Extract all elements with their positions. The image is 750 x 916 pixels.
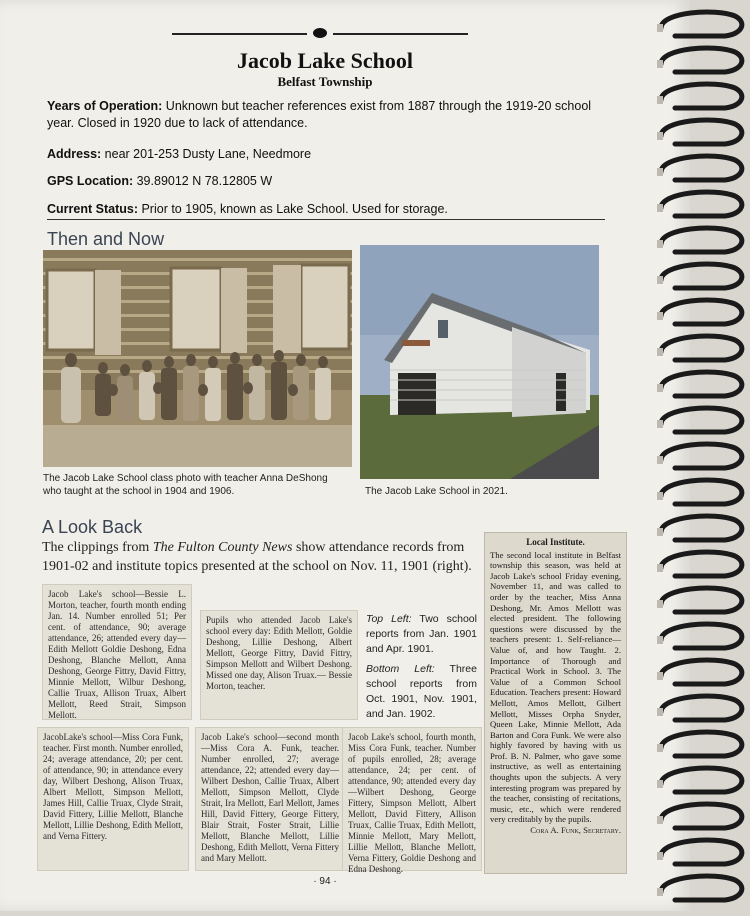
school-2021-photo (360, 245, 599, 479)
page-subtitle: Belfast Township (277, 74, 373, 89)
school-2021-caption: The Jacob Lake School in 2021. (365, 486, 508, 497)
binding-ring (657, 48, 742, 72)
binding-ring (657, 408, 742, 432)
binding-ring (657, 192, 742, 216)
binding-ring (657, 660, 742, 684)
years-of-operation (47, 98, 617, 132)
institute-body: The second local institute in Belfast township this season, was held at Jacob Lake's school Friday evening, November 11, and was called to order by the teacher, Miss Anna Deshong, Mr. Amos Mellott was elected president. The following questions were discussed by the teachers present: 1. Self-reliance—Value of, and how Taught. 2. Importance of Thorough and Practical Work in School. 3. The Value of a Common School Education. Teachers present: Howard Mellott, Amos Mellott, Gilbert Mellott, Misses Orpha Snyder, Queen Lake, Minnie Mellott, Ada Barton and Cora Funk. We were also highly favored by having with us Prof. B. N. Palmer, who gave some instructive, as well as entertaining thoughts upon the subjects. A very interesting program was prepared by the teacher, consisting of recitations, music, etc., which were rendered very creditably by the pupils. (490, 549, 621, 825)
institute-clipping (484, 532, 627, 874)
note-top-left (366, 612, 477, 657)
institute-title: Local Institute. (526, 537, 585, 547)
status-label: Current Status: (47, 202, 138, 216)
binding-ring (657, 336, 742, 360)
look-back-intro (42, 538, 474, 576)
note-bottom-left-text: Three school reports from Oct. 1901, Nov. 1901, and Jan. 1902. (366, 663, 477, 720)
clipping-jan-1901: Jacob Lake's school—Bessie L. Morton, teacher, fourth month ending Jan. 14. Number enrolled 51; Per cent. of attendance, 90; average attendance, 26; attended every day—Edith Mellott Goldie Deshong, Edna Deshong, Blanche Mellott, Anna Deshong, George Fittry, David Fittry, Minnie Mellott, Wilbur Deshong, Callie Truax, Allison Truax, Albert Mellott, Reed Strait, Simpson Mellott. (42, 584, 192, 720)
page-title: Jacob Lake School (236, 48, 414, 73)
note-top-left-label: Top Left: (366, 613, 412, 625)
institute-signature: Cora A. Funk, Secretary. (530, 825, 621, 836)
years-label: Years of Operation: (47, 99, 163, 113)
binding-ring (657, 624, 742, 648)
binding-ring (657, 768, 742, 792)
binding-ring (657, 588, 742, 612)
address-line (47, 146, 311, 163)
note-top-left-text: Two school reports from Jan. 1901 and Apr. 1901. (366, 613, 477, 655)
look-back-heading: A Look Back (42, 517, 143, 537)
gps-label: GPS Location: (47, 174, 134, 188)
binding-ring (657, 84, 742, 108)
gps-line (47, 173, 272, 190)
binding-ring (657, 264, 742, 288)
binding-ring (657, 120, 742, 144)
binding-ring (657, 516, 742, 540)
years-value: Unknown but teacher references exist from 1887 through the 1919-20 school year. Closed in 1920 due to lack of attendance. (47, 99, 592, 130)
binding-ring (657, 804, 742, 828)
clipping-apr-1901: Pupils who attended Jacob Lake's school every day: Edith Mellott, Goldie Deshong, Lillie Deshong, Albert Mellott, George Fittry, David Fittry, Simpson Mellott and Wilbert Deshong. Missed one day, Alison Truax.— Bessie Morton, teacher. (200, 610, 358, 720)
gps-value: 39.89012 N 78.12805 W (136, 174, 273, 188)
status-line (47, 201, 448, 218)
page-number: · 94 · (313, 876, 337, 887)
binding-ring (657, 480, 742, 504)
binding-ring (657, 372, 742, 396)
address-value: near 201-253 Dusty Lane, Needmore (104, 147, 312, 161)
intro-text-a: The clippings from (42, 540, 153, 555)
then-and-now-heading: Then and Now (47, 229, 165, 249)
note-bottom-left (366, 662, 477, 722)
class-photo (43, 250, 352, 467)
header-ornament-left (172, 33, 307, 35)
clipping-oct-1901: JacobLake's school—Miss Cora Funk, teacher. First month. Number enrolled, 24; average attendance, 20; per cent. of attendance, 90; in attendance every day, Wilbert Deshong, Alison Truax, Albert Mellott, Simpson Mellott, James Hill, Callie Truax, Clyde Strait, David Fittery, Lillie Mellott, Blanche Mellott, Lillie Deshong, Edith Mellott, and Verna Fittery. (37, 727, 189, 871)
spiral-binding (655, 0, 750, 911)
status-value: Prior to 1905, known as Lake School. Used for storage. (141, 202, 448, 216)
binding-ring (657, 444, 742, 468)
binding-ring (657, 840, 742, 864)
newspaper-title: The Fulton County News (152, 540, 293, 555)
binding-ring (657, 876, 742, 900)
clipping-jan-1902: Jacob Lake's school, fourth month, Miss Cora Funk, teacher. Number of pupils enrolled, 28; average attendance, 24; per cent. of attendance, 90; attended every day—Wilbert Deshong, George Fittery, Simpson Mellott, Albert Mellott, David Fittery, Allison Truax, Callie Truax, Edith Mellott, Minnie Mellott, Mary Mellott, Lillie Mellott, Blanche Mellott, Verna Fittery, Goldie Deshong and Edna Deshong. (342, 727, 482, 871)
binding-ring (657, 696, 742, 720)
header-ornament-center (313, 28, 327, 38)
binding-ring (657, 12, 742, 36)
note-bottom-left-label: Bottom Left: (366, 663, 435, 675)
class-photo-caption: The Jacob Lake School class photo with teacher Anna DeShong who taught at the school in 1904 and 1906. (43, 473, 328, 497)
clipping-nov-1901: Jacob Lake's school—second month—Miss Cora A. Funk, teacher. Number enrolled, 27; average attendance, 22; attended every day—Wilbert Deshon, Callie Truax, Albert Mellott, Simpson Mellott, Clyde Strait, Ira Mellott, Earl Mellott, James Hill, David Fittery, George Fittery, Blair Strait, Foster Strait, Lillie Mellott, Blanche Mellott, Lillie Deshong, Edith Mellott, Verna Fittery and Mary Mellott. (195, 727, 345, 871)
binding-ring (657, 156, 742, 180)
binding-ring (657, 300, 742, 324)
address-label: Address: (47, 147, 102, 161)
binding-ring (657, 228, 742, 252)
intro-text-b: show attendance records from 1901-02 and institute topics presented at the school on Nov. 11, 1901 (right). (42, 540, 472, 574)
binding-ring (657, 732, 742, 756)
status-divider (47, 219, 605, 220)
header-ornament-right (333, 33, 468, 35)
binding-ring (657, 552, 742, 576)
